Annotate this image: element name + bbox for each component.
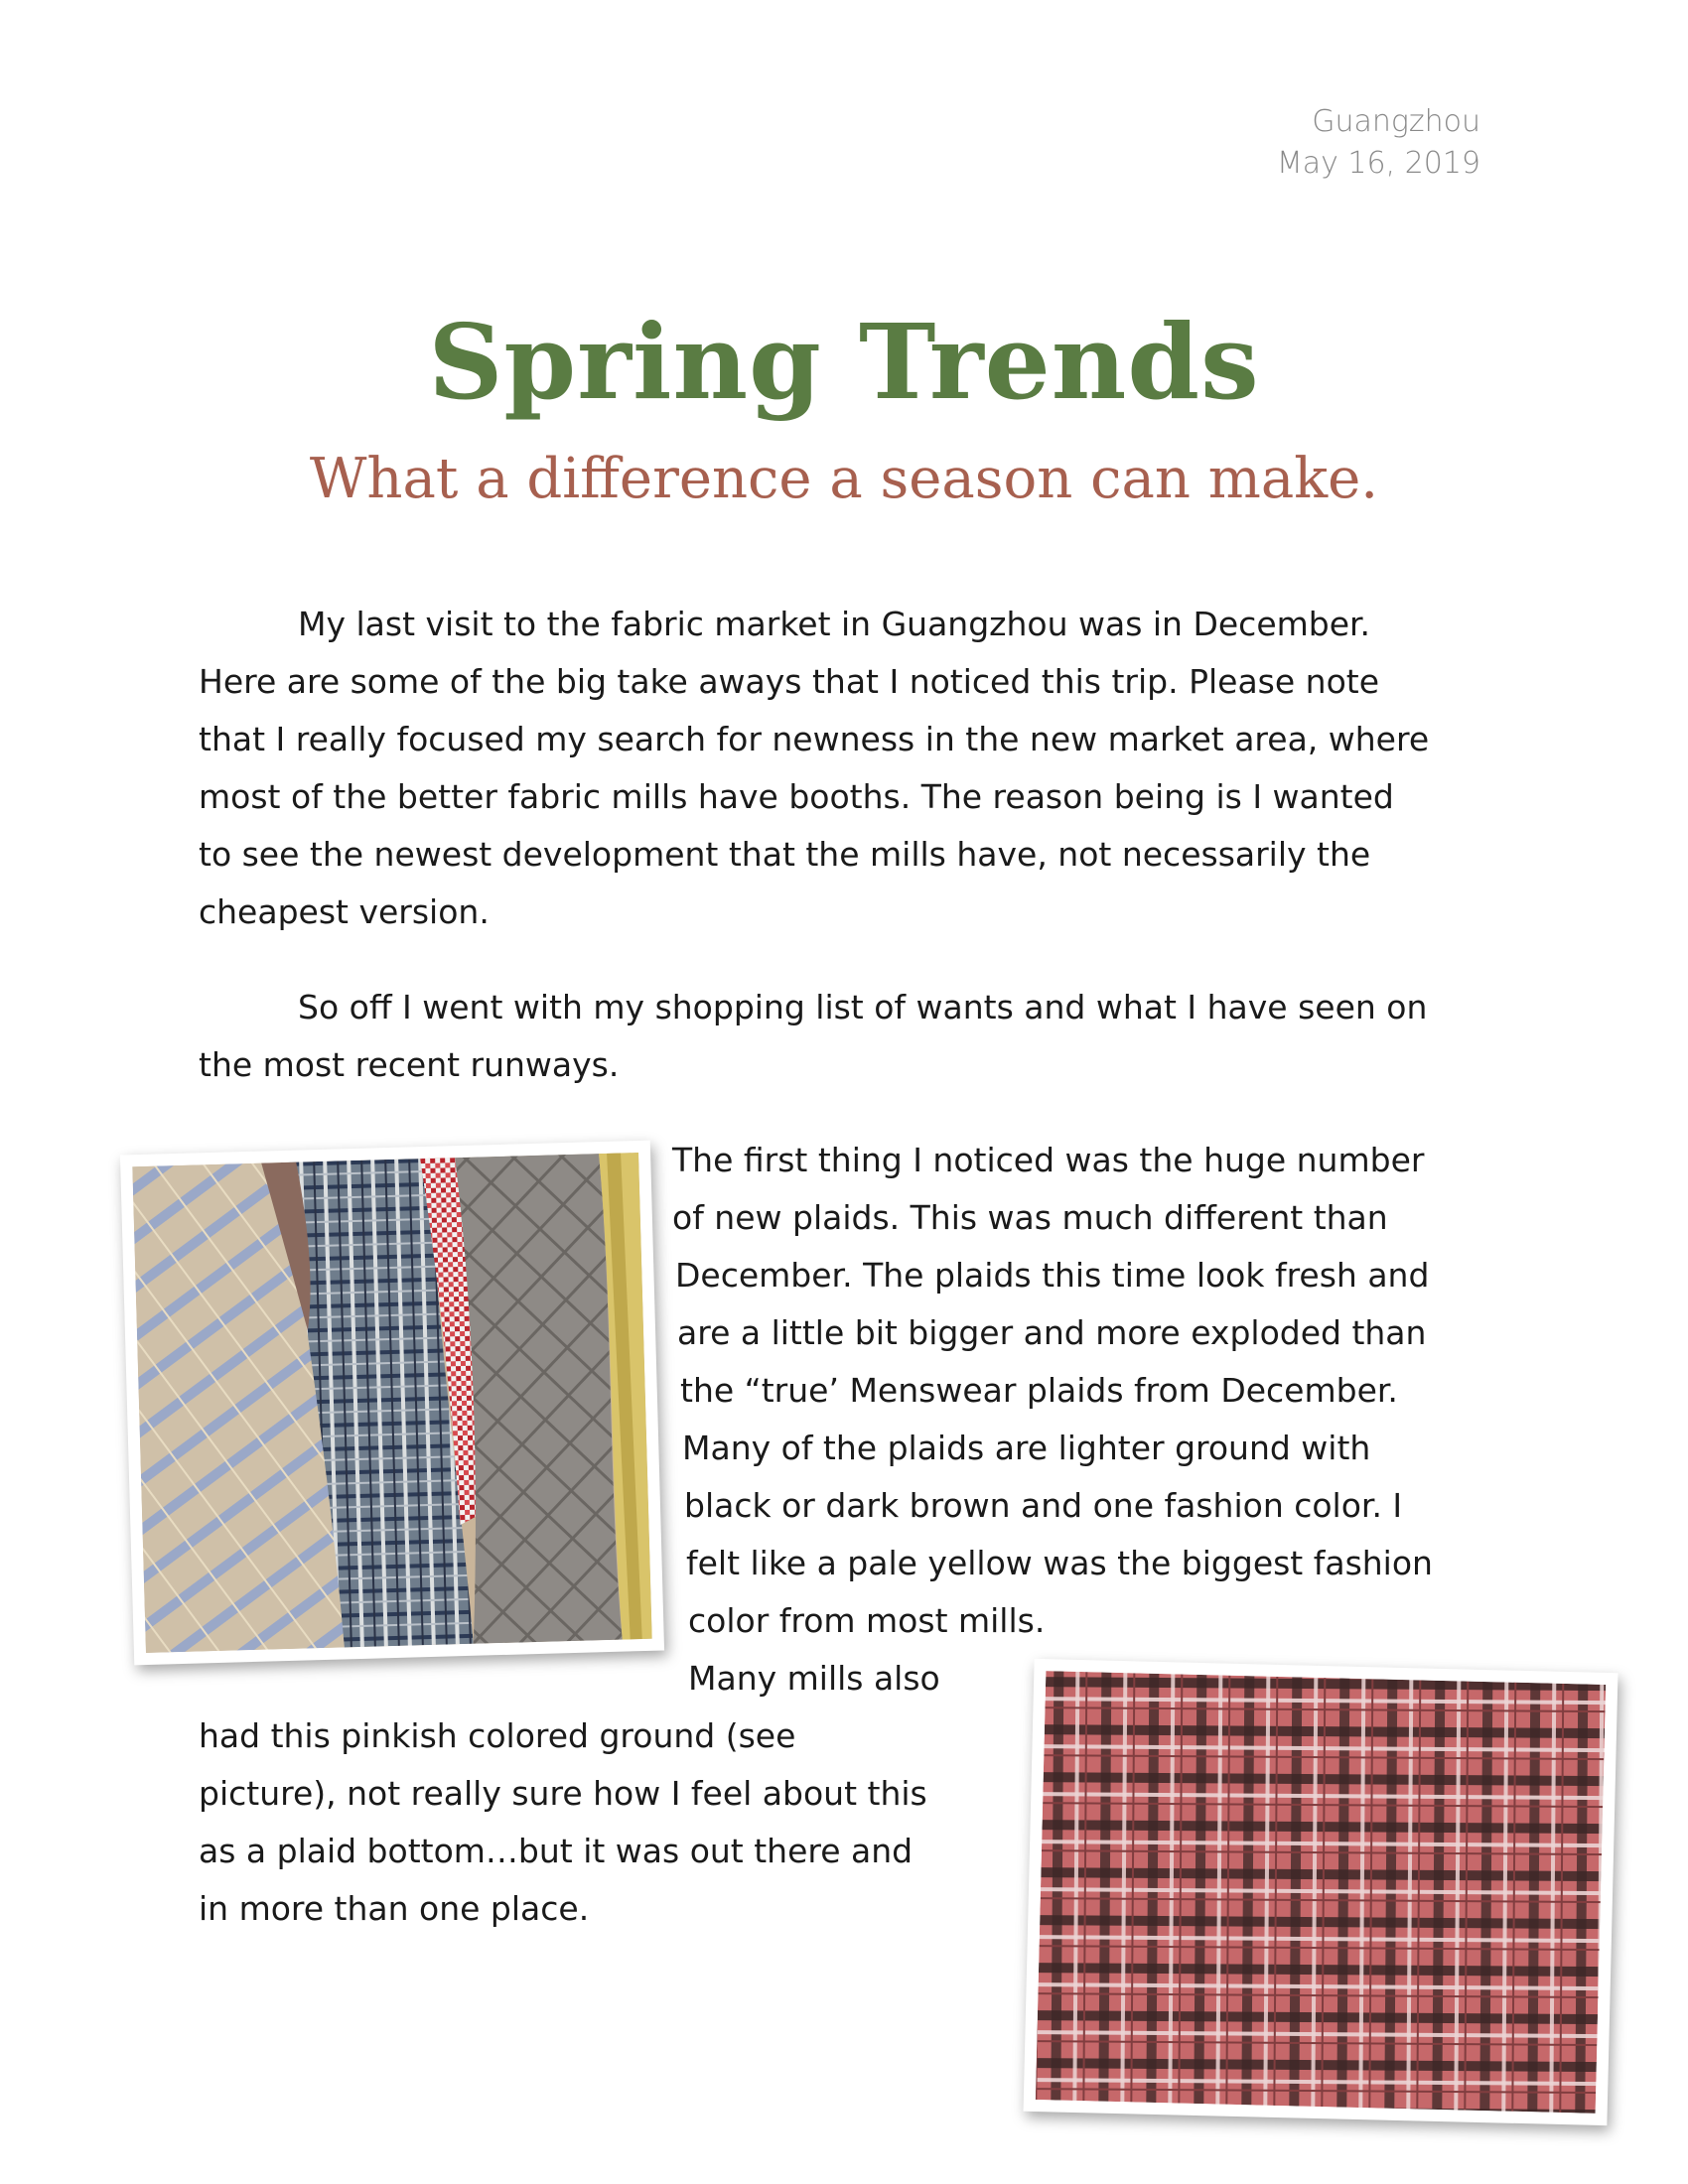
paragraph-line: the most recent runways. — [199, 1045, 620, 1084]
paragraph-line: are a little bit bigger and more exploded than — [677, 1313, 1427, 1352]
paragraph-line: picture), not really sure how I feel about this — [199, 1774, 927, 1813]
paragraph-line: to see the newest development that the mills have, not necessarily the — [199, 835, 1371, 874]
paragraph-line: So off I went with my shopping list of wants and what I have seen on — [298, 988, 1428, 1026]
pink-plaid-swatch-photo — [1024, 1659, 1618, 2125]
paragraph-line: that I really focused my search for newness in the new market area, where — [199, 720, 1430, 758]
paragraph-intro — [199, 596, 1499, 941]
paragraph-line: felt like a pale yellow was the biggest fashion — [686, 1544, 1433, 1582]
paragraph-line: Here are some of the big take aways that I noticed this trip. Please note — [199, 662, 1380, 701]
date-label: May 16, 2019 — [1276, 146, 1480, 181]
pink-plaid-illustration — [1036, 1671, 1606, 2114]
paragraph-line: December. The plaids this time look fresh and — [675, 1256, 1430, 1295]
page-subtitle: What a difference a season can make. — [309, 447, 1379, 511]
fabric-illustration — [132, 1153, 651, 1653]
paragraph-line: black or dark brown and one fashion color. I — [684, 1486, 1403, 1525]
location-label: Guangzhou — [1312, 104, 1480, 139]
paragraph-shopping — [199, 979, 1499, 1094]
paragraph-line: Many of the plaids are lighter ground with — [682, 1429, 1371, 1467]
dateline — [1277, 101, 1480, 185]
paragraph-line: The first thing I noticed was the huge number — [672, 1141, 1425, 1179]
paragraph-line: in more than one place. — [199, 1889, 590, 1928]
paragraph-line: the “true’ Menswear plaids from December. — [680, 1371, 1398, 1410]
page-title: Spring Trends — [428, 301, 1260, 423]
paragraph-line: as a plaid bottom…but it was out there and — [199, 1832, 914, 1870]
paragraph-line: of new plaids. This was much different than — [672, 1198, 1388, 1237]
paragraph-line: My last visit to the fabric market in Guangzhou was in December. — [298, 605, 1371, 643]
paragraph-line: color from most mills. — [688, 1601, 1046, 1640]
paragraph-line: cheapest version. — [199, 892, 490, 931]
paragraph-line: most of the better fabric mills have booths. The reason being is I wanted — [199, 777, 1394, 816]
paragraph-line: Many mills also — [688, 1659, 940, 1698]
paragraph-line: had this pinkish colored ground (see — [199, 1716, 796, 1755]
hanging-plaid-fabrics-photo — [120, 1141, 664, 1666]
